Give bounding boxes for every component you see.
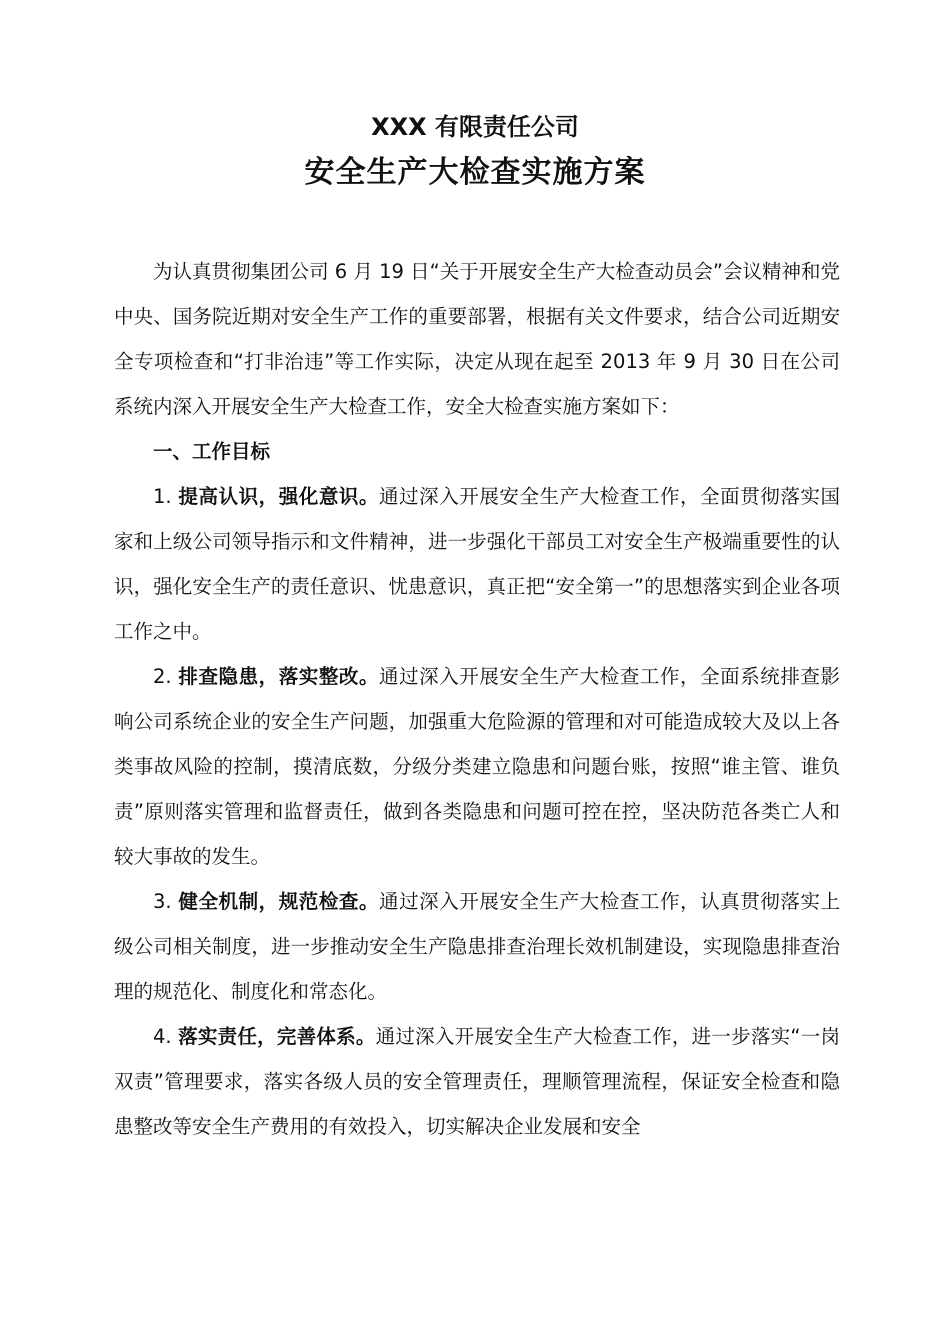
item-number: 4. xyxy=(153,1025,179,1048)
intro-paragraph: 为认真贯彻集团公司 6 月 19 日“关于开展安全生产大检查动员会”会议精神和党中央、国务院近期对安全生产工作的重要部署，根据有关文件要求，结合公司近期安全专项检查和“打非治违”等工作实际，决定从现在起至 2013 年 9 月 30 日在公司系统内深入开展安全生产大检查工作，安全大检查实施方案如下： xyxy=(114,260,840,418)
goal-item-3 xyxy=(114,879,840,1014)
goal-item-4 xyxy=(114,1014,840,1149)
item-lead: 提高认识，强化意识。 xyxy=(178,485,380,508)
document-title: 安全生产大检查实施方案 xyxy=(304,155,646,190)
item-text: 通过深入开展安全生产大检查工作，进一步落实“一岗双责”管理要求，落实各级人员的安全管理责任，理顺管理流程，保证安全检查和隐患整改等安全生产费用的有效投入，切实解决企业发展和安全 xyxy=(114,1025,840,1138)
goal-item-1 xyxy=(114,474,840,654)
document-body xyxy=(114,249,840,1149)
item-text: 通过深入开展安全生产大检查工作，认真贯彻落实上级公司相关制度，进一步推动安全生产隐患排查治理长效机制建设，实现隐患排查治理的规范化、制度化和常态化。 xyxy=(114,890,840,1003)
item-number: 3. xyxy=(153,890,179,913)
goal-item-2 xyxy=(114,654,840,879)
item-lead: 落实责任，完善体系。 xyxy=(178,1025,376,1048)
item-text: 通过深入开展安全生产大检查工作，全面系统排查影响公司系统企业的安全生产问题，加强重大危险源的管理和对可能造成较大及以上各类事故风险的控制，摸清底数，分级分类建立隐患和问题台账，按照“谁主管、谁负责”原则落实管理和监督责任，做到各类隐患和问题可控在控，坚决防范各类亡人和较大事故的发生。 xyxy=(114,665,840,868)
item-number: 2. xyxy=(153,665,179,688)
item-lead: 排查隐患，落实整改。 xyxy=(178,665,380,688)
company-title: XXX 有限责任公司 xyxy=(371,113,579,141)
section-heading: 一、工作目标 xyxy=(153,440,271,463)
item-text: 通过深入开展安全生产大检查工作，全面贯彻落实国家和上级公司领导指示和文件精神，进一步强化干部员工对安全生产极端重要性的认识，强化安全生产的责任意识、忧患意识，真正把“安全第一”的思想落实到企业各项工作之中。 xyxy=(114,485,840,643)
item-number: 1. xyxy=(153,485,179,508)
item-lead: 健全机制，规范检查。 xyxy=(178,890,380,913)
